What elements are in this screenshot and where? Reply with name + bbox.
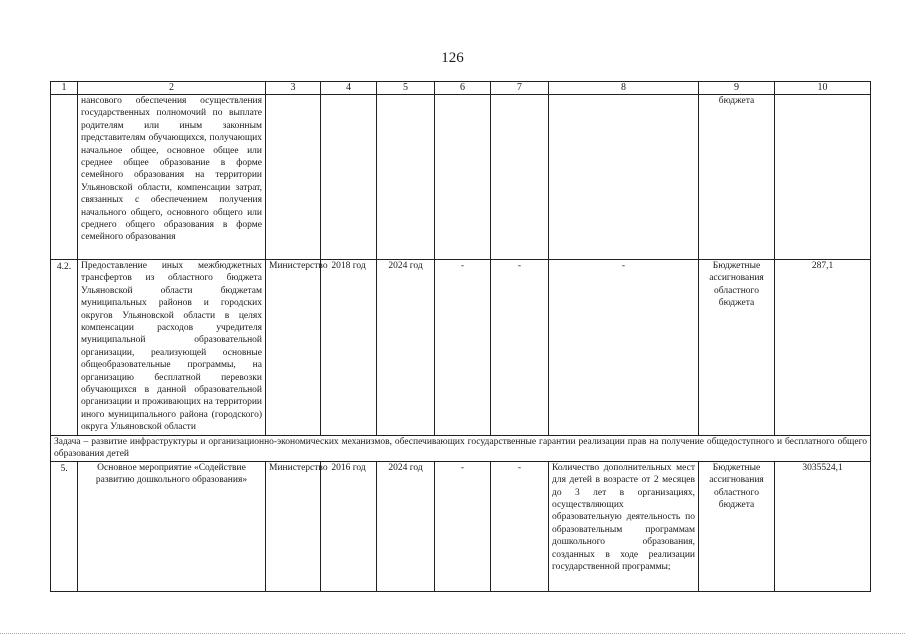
row-number [51,95,78,260]
measure-name: Основное мероприятие «Содействие развитию дошкольного образования» [78,461,266,591]
amount: 3035524,1 [775,461,871,591]
page-number: 126 [441,50,464,66]
measure-name: нансового обеспечения осуществления государственных полномочий по выплате родителям или иным законным представителям обучающихся, получающих начальное общее, основное общее или среднее общее образование в форме семейного образования на территории Ульяновской области, компенсации затрат, связанных с обеспечением получения начального общего, основного общего или среднего общего образования в форме семейного образования [78,95,266,260]
header-cell: 9 [699,82,775,95]
header-cell: 3 [266,82,321,95]
header-cell: 7 [491,82,549,95]
header-cell: 1 [51,82,78,95]
measure-name: Предоставление иных межбюджетных трансфертов из областного бюджета Ульяновской области бюджетам муниципальных районов и городских округов Ульяновской области в целях компенсации расходов учредителя муниципальной образовательной организации, реализующей основные общеобразовательные программы, на организацию бесплатной перевозки обучающихся в данной образовательной организации и проживающих на территории иного муниципального района (городского) округа Ульяновской области [78,260,266,436]
table-row [51,95,871,260]
indicator: - [549,260,699,436]
col7 [491,95,549,260]
executor: Министерство [266,461,321,591]
header-cell: 5 [377,82,435,95]
table-row [51,260,871,436]
start-year: 2018 год [321,260,377,436]
col7: - [491,461,549,591]
funding-source: Бюджетные ассигнования областного бюджета [699,260,775,436]
task-text: Задача – развитие инфраструктуры и организационно-экономических механизмов, обеспечивающих государственные гарантии реализации прав на получение общедоступного и бесплатного общего образования детей [51,436,871,462]
row-number: 4.2. [51,260,78,436]
end-year: 2024 год [377,260,435,436]
header-cell: 6 [435,82,491,95]
funding-source: Бюджетные ассигнования областного бюджета [699,461,775,591]
end-year [377,95,435,260]
task-row [51,436,871,462]
program-table [50,81,871,592]
header-cell: 10 [775,82,871,95]
header-cell: 8 [549,82,699,95]
row-number: 5. [51,461,78,591]
table-header [51,82,871,95]
scan-edge-artifact [0,633,905,638]
table-row [51,461,871,591]
start-year: 2016 год [321,461,377,591]
col6 [435,95,491,260]
header-cell: 2 [78,82,266,95]
amount [775,95,871,260]
header-cell: 4 [321,82,377,95]
funding-source: бюджета [699,95,775,260]
col6: - [435,260,491,436]
executor [266,95,321,260]
indicator [549,95,699,260]
col7: - [491,260,549,436]
amount: 287,1 [775,260,871,436]
executor: Министерство [266,260,321,436]
end-year: 2024 год [377,461,435,591]
start-year [321,95,377,260]
indicator: Количество дополнительных мест для детей в возрасте от 2 месяцев до 3 лет в организациях, осуществляющих образовательную деятельность по образовательным программам дошкольного образования, созданных в ходе реализации государственной программы; [549,461,699,591]
col6: - [435,461,491,591]
